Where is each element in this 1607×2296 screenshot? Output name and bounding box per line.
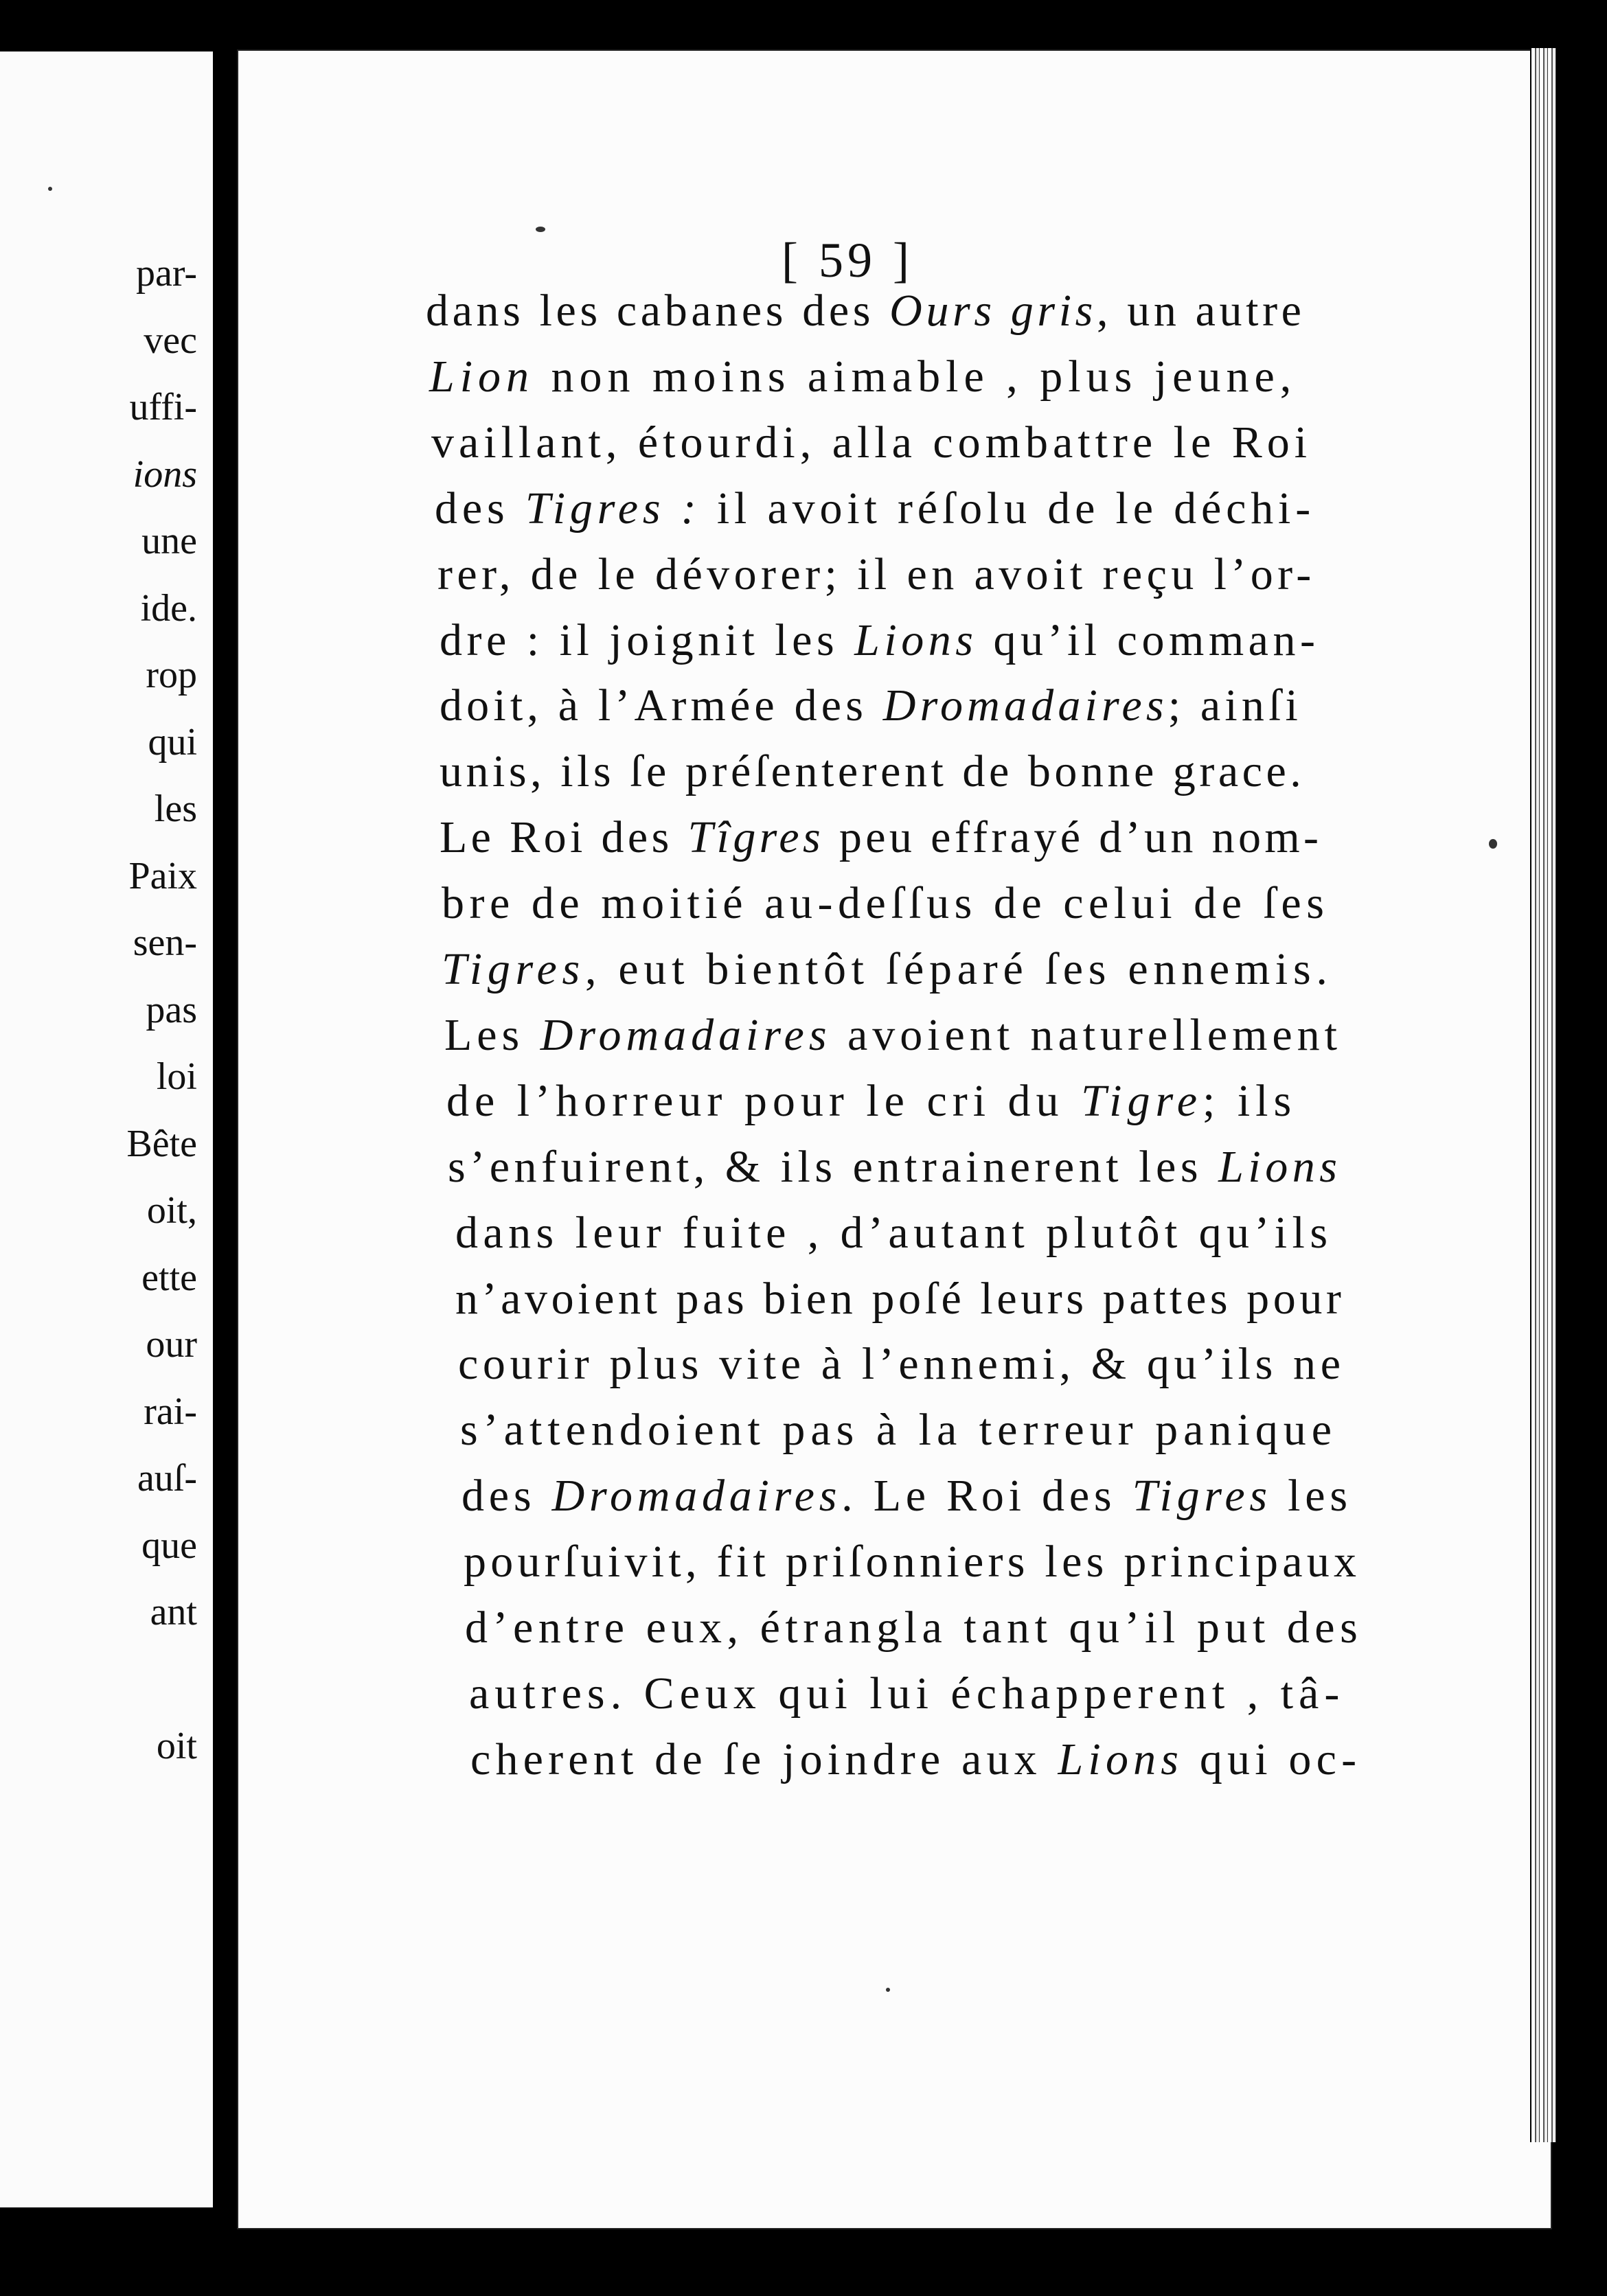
italic-word: Tigres: [442, 944, 585, 994]
left-page: [0, 51, 223, 2207]
text-line: [440, 615, 1320, 665]
left-page-line: les: [154, 788, 197, 830]
left-page-line: uffi-: [129, 386, 197, 428]
text-line: [442, 878, 1330, 928]
page-edges: [1530, 48, 1556, 2142]
left-page-line: qui: [148, 721, 197, 764]
left-page-line: Bête: [126, 1123, 197, 1165]
left-page-line: rop: [146, 654, 197, 696]
left-page-line: oit,: [146, 1189, 197, 1232]
text-segment: ; ainſi: [1167, 680, 1303, 731]
text-segment: des: [435, 483, 525, 533]
left-page-line: loi: [156, 1055, 197, 1098]
italic-word: Lions: [1058, 1734, 1184, 1784]
text-segment: il avoit réſolu de le déchi-: [700, 483, 1316, 533]
text-segment: , un autre: [1096, 286, 1306, 336]
text-segment: qui oc-: [1183, 1734, 1362, 1784]
left-page-line: oit: [156, 1725, 197, 1767]
text-segment: autres. Ceux qui lui échapperent , tâ-: [469, 1668, 1345, 1719]
left-page-line: ions: [133, 453, 197, 496]
italic-word: Dromadaires: [540, 1010, 832, 1060]
text-segment: Les: [444, 1010, 540, 1060]
italic-word: Tîgres: [687, 812, 825, 862]
italic-word: Ours gris: [889, 286, 1097, 336]
italic-word: Tigre: [1081, 1076, 1203, 1126]
text-line: [446, 1076, 1297, 1126]
text-line: [461, 1473, 1352, 1519]
text-line: [465, 1605, 1363, 1651]
text-segment: vaillant, étourdi, alla combattre le Roi: [431, 417, 1312, 468]
page-number: [ 59 ]: [782, 233, 913, 288]
text-line: [435, 483, 1316, 533]
text-segment: non moins aimable , plus jeune,: [534, 352, 1297, 402]
left-page-line: Paix: [128, 855, 197, 897]
text-segment: n’avoient pas bien poſé leurs pattes pour: [455, 1274, 1345, 1324]
text-segment: s’attendoient pas à la terreur panique: [460, 1405, 1338, 1455]
text-segment: des: [461, 1471, 552, 1521]
text-segment: doit, à l’Armée des: [440, 680, 883, 731]
left-page-line: ette: [141, 1256, 197, 1299]
text-line: [470, 1734, 1362, 1784]
italic-word: Lion: [429, 352, 535, 402]
text-line: [455, 1210, 1332, 1256]
ink-speck: [48, 187, 52, 191]
text-segment: les: [1271, 1471, 1352, 1521]
ink-speck: [1489, 839, 1497, 849]
text-segment: dans les cabanes des: [426, 286, 890, 336]
text-line: [464, 1539, 1360, 1585]
text-segment: qu’il comman-: [977, 615, 1320, 665]
text-line: [437, 549, 1316, 599]
text-segment: . Le Roi des: [841, 1471, 1132, 1521]
text-segment: dans leur fuite , d’autant plutôt qu’ils: [455, 1208, 1333, 1258]
text-segment: cherent de ſe joindre aux: [470, 1734, 1058, 1784]
italic-word: Lions: [1218, 1142, 1342, 1192]
text-line: [444, 1010, 1342, 1060]
text-segment: ; ils: [1203, 1076, 1297, 1126]
text-line: [431, 417, 1312, 468]
text-line: [429, 354, 1297, 400]
text-line: [440, 812, 1323, 862]
text-line: [440, 680, 1303, 731]
ink-speck: [886, 1988, 890, 1992]
text-segment: rer, de le dévorer; il en avoit reçu l’or-: [437, 549, 1316, 599]
text-segment: Le Roi des: [440, 812, 688, 862]
text-line: [460, 1405, 1338, 1455]
text-line: [448, 1142, 1342, 1192]
left-page-line: vec: [144, 319, 197, 362]
text-segment: avoient naturellement: [831, 1010, 1342, 1060]
text-segment: dre : il joignit les: [440, 615, 855, 665]
left-page-line: sen-: [133, 921, 197, 964]
book-gutter: [213, 41, 240, 2218]
text-line: [426, 288, 1306, 334]
text-line: [440, 746, 1306, 796]
text-segment: bre de moitié au-deſſus de celui de ſes: [442, 878, 1330, 928]
left-page-line: que: [141, 1524, 197, 1567]
text-line: [442, 944, 1333, 994]
italic-word: Dromadaires: [551, 1471, 842, 1521]
text-segment: s’enfuirent, & ils entrainerent les: [448, 1142, 1219, 1192]
text-segment: unis, ils ſe préſenterent de bonne grace.: [440, 746, 1306, 796]
left-page-line: ant: [150, 1591, 197, 1633]
italic-word: Dromadaires: [882, 680, 1168, 731]
text-segment: d’entre eux, étrangla tant qu’il put des: [465, 1603, 1363, 1653]
left-page-line: pas: [146, 989, 197, 1031]
text-segment: pourſuivit, fit priſonniers les principaux: [464, 1537, 1361, 1587]
italic-word: Lions: [854, 615, 978, 665]
italic-word: Tigres: [1132, 1471, 1272, 1521]
text-line: [469, 1668, 1345, 1719]
left-page-line: auſ-: [137, 1457, 197, 1500]
left-page-line: une: [141, 520, 197, 562]
left-page-line: par-: [135, 252, 197, 295]
left-page-line: rai-: [144, 1390, 197, 1433]
text-segment: courir plus vite à l’ennemi, & qu’ils ne: [458, 1339, 1345, 1389]
text-segment: peu effrayé d’un nom-: [824, 812, 1323, 862]
text-segment: , eut bientôt ſéparé ſes ennemis.: [584, 944, 1333, 994]
left-page-line: our: [146, 1323, 197, 1366]
ink-speck: [536, 227, 545, 232]
text-line: [455, 1276, 1345, 1322]
italic-word: Tigres :: [525, 483, 701, 533]
text-segment: de l’horreur pour le cri du: [446, 1076, 1082, 1126]
text-line: [458, 1339, 1345, 1389]
left-page-line: ide.: [140, 587, 197, 630]
